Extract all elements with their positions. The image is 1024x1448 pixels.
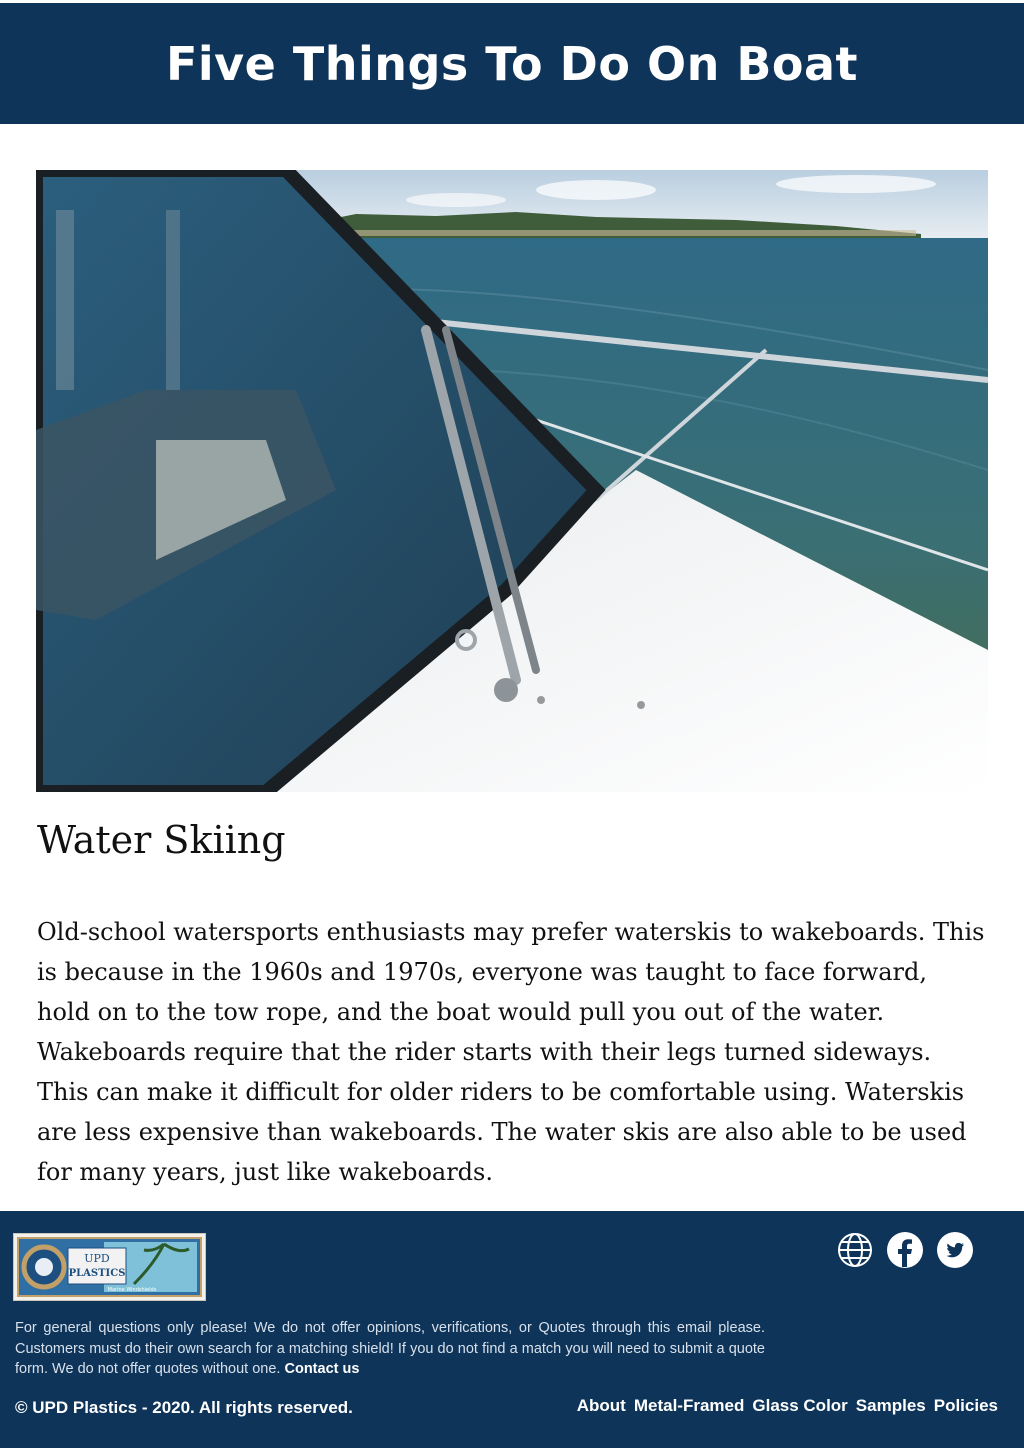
boat-bow-photo	[36, 170, 988, 792]
footer-link-samples[interactable]: Samples	[855, 1396, 926, 1415]
svg-text:PLASTICS: PLASTICS	[68, 1268, 126, 1279]
logo-graphic	[14, 1234, 205, 1300]
page-title: Five Things To Do On Boat	[165, 36, 859, 91]
company-logo[interactable]	[13, 1233, 206, 1301]
section-body: Old-school watersports enthusiasts may prefer waterskis to wakeboards. This is because in the 1960s and 1970s, everyone was taught to face forward, hold on to the tow rope, and the boat would pull you out of the water. Wakeboards require that the rider starts with their legs turned sideways. This can make it difficult for older riders to be comfortable using. Waterskis are less expensive than wakeboards. The water skis are also able to be used for many years, just like wakeboards.	[37, 918, 985, 1186]
footer-link-about[interactable]: About	[576, 1396, 626, 1415]
footer-disclaimer	[15, 1318, 765, 1380]
svg-text:UPD: UPD	[84, 1252, 110, 1265]
copyright-notice: © UPD Plastics - 2020. All rights reserved.	[15, 1398, 353, 1417]
hero-image	[36, 170, 988, 792]
footer-link-metal-framed[interactable]: Metal-Framed	[633, 1396, 745, 1415]
twitter-icon[interactable]	[936, 1231, 974, 1269]
disclaimer-text: For general questions only please! We do not offer opinions, verifications, or Quotes through this email please. Customers must do their own search for a matching shield! If you do not find a match you will need to submit a quote form. We do not offer quotes without one.	[15, 1320, 765, 1377]
contact-us-link[interactable]: Contact us	[284, 1361, 360, 1377]
social-links	[836, 1231, 974, 1269]
footer-nav	[577, 1396, 998, 1416]
globe-icon[interactable]	[836, 1231, 874, 1269]
svg-text:Marine Windshields: Marine Windshields	[107, 1287, 157, 1293]
page-header	[0, 3, 1024, 124]
footer-link-glass-color[interactable]: Glass Color	[752, 1396, 848, 1415]
site-footer	[0, 1211, 1024, 1448]
section-title: Water Skiing	[37, 818, 286, 862]
footer-link-policies[interactable]: Policies	[933, 1396, 998, 1415]
facebook-icon[interactable]	[886, 1231, 924, 1269]
